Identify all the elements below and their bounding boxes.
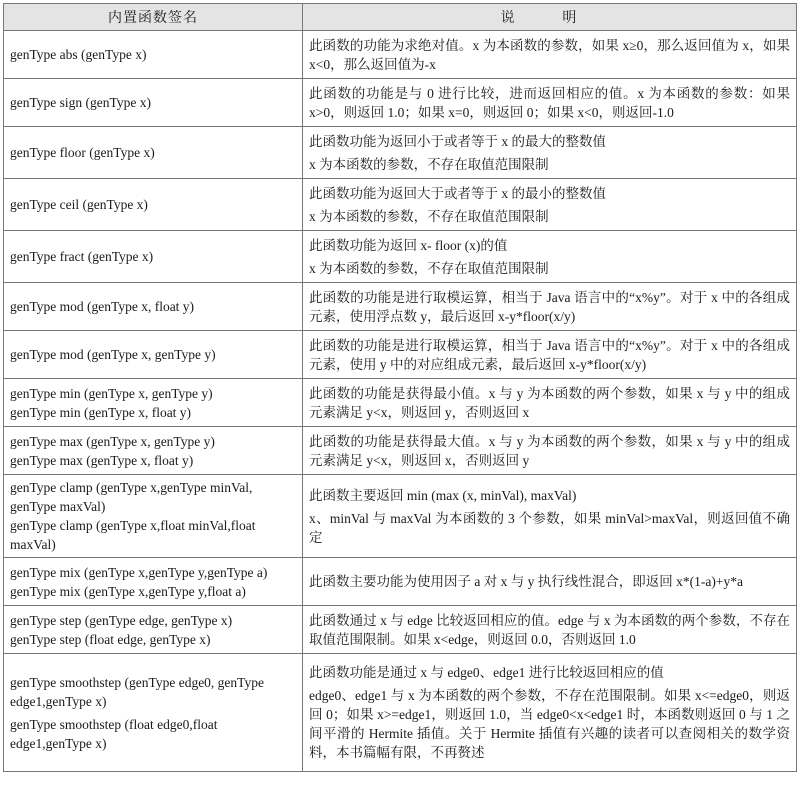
table-row	[4, 79, 797, 127]
description-cell	[303, 558, 797, 606]
signature-cell	[4, 654, 303, 772]
description-text: x、minVal 与 maxVal 为本函数的 3 个参数，如果 minVal>maxVal，则返回值不确定	[309, 510, 790, 545]
signature-text: genType smoothstep (float edge0,float edge1,genType x)	[10, 716, 218, 751]
signature-text: genType ceil (genType x)	[10, 197, 148, 212]
description-cell	[303, 31, 797, 79]
description-cell	[303, 606, 797, 654]
description-text: x 为本函数的参数，不存在取值范围限制	[309, 208, 549, 224]
description-text: 此函数的功能是进行取模运算，相当于 Java 语言中的“x%y”。对于 x 中的各组成元素，使用 y 中的对应组成元素，最后返回 x-y*floor(x/y)	[309, 337, 790, 372]
table-row	[4, 283, 797, 331]
description-text: x 为本函数的参数，不存在取值范围限制	[309, 156, 549, 172]
table-row	[4, 231, 797, 283]
signature-text: genType max (genType x, genType y)	[10, 433, 215, 449]
signature-cell	[4, 379, 303, 427]
table-header-row	[4, 4, 797, 31]
signature-cell	[4, 79, 303, 127]
table-row	[4, 127, 797, 179]
signature-text: genType fract (genType x)	[10, 249, 154, 264]
signature-text: genType clamp (genType x,genType minVal, genType maxVal)	[10, 480, 253, 514]
signature-text: genType max (genType x, float y)	[10, 452, 194, 468]
signature-text: genType smoothstep (genType edge0, genType edge1,genType x)	[10, 674, 264, 709]
description-text: 此函数的功能是获得最小值。x 与 y 为本函数的两个参数，如果 x 与 y 中的组成元素满足 y<x，则返回 y，否则返回 x	[309, 385, 790, 420]
description-column-header: 说 明	[303, 4, 797, 31]
table-row	[4, 31, 797, 79]
description-cell	[303, 127, 797, 179]
signature-cell	[4, 31, 303, 79]
signature-cell	[4, 331, 303, 379]
table-row	[4, 379, 797, 427]
signature-text: genType abs (genType x)	[10, 47, 147, 62]
signature-cell	[4, 179, 303, 231]
signature-cell	[4, 231, 303, 283]
signature-cell	[4, 283, 303, 331]
description-text: 此函数功能为返回小于或者等于 x 的最大的整数值	[309, 133, 606, 149]
signature-text: genType mix (genType x,genType y,float a)	[10, 583, 246, 599]
signature-text: genType min (genType x, float y)	[10, 404, 192, 420]
table-row	[4, 475, 797, 558]
signature-text: genType floor (genType x)	[10, 145, 155, 160]
signature-cell	[4, 427, 303, 475]
signature-cell	[4, 606, 303, 654]
description-cell	[303, 179, 797, 231]
description-text: 此函数的功能是进行取模运算，相当于 Java 语言中的“x%y”。对于 x 中的各组成元素，使用浮点数 y，最后返回 x-y*floor(x/y)	[309, 289, 790, 324]
description-text: 此函数的功能是与 0 进行比较，进而返回相应的值。x 为本函数的参数：如果 x>0，则返回 1.0；如果 x=0，则返回 0；如果 x<0，则返回-1.0	[309, 85, 790, 120]
description-text: x 为本函数的参数，不存在取值范围限制	[309, 260, 549, 276]
signature-cell	[4, 475, 303, 558]
signature-text: genType sign (genType x)	[10, 95, 151, 110]
description-cell	[303, 379, 797, 427]
description-cell	[303, 283, 797, 331]
signature-text: genType step (float edge, genType x)	[10, 631, 211, 647]
table-row	[4, 558, 797, 606]
signature-cell	[4, 127, 303, 179]
signature-text: genType step (genType edge, genType x)	[10, 612, 233, 628]
description-text: edge0、edge1 与 x 为本函数的两个参数，不存在范围限制。如果 x<=edge0，则返回 0；如果 x>=edge1，则返回 1.0，当 edge0<x<edge1 时，本函数则返回 0 与 1 之间平滑的 Hermite 插值。关于 Hermite 插值有兴趣的读者可以查阅相关的数学资料，本书篇幅有限，不再赘述	[309, 688, 790, 760]
description-text: 此函数功能为返回大于或者等于 x 的最小的整数值	[309, 185, 606, 201]
signature-text: genType mod (genType x, genType y)	[10, 347, 216, 362]
description-text: 此函数功能为返回 x- floor (x)的值	[309, 237, 508, 253]
signature-text: genType mod (genType x, float y)	[10, 299, 195, 314]
description-text: 此函数的功能是获得最大值。x 与 y 为本函数的两个参数，如果 x 与 y 中的组成元素满足 y<x，则返回 x，否则返回 y	[309, 433, 790, 468]
signature-text: genType mix (genType x,genType y,genType a)	[10, 564, 268, 580]
description-cell	[303, 654, 797, 772]
signature-text: genType min (genType x, genType y)	[10, 385, 213, 401]
description-cell	[303, 475, 797, 558]
table-row	[4, 179, 797, 231]
description-cell	[303, 331, 797, 379]
table-row	[4, 654, 797, 772]
description-text: 此函数的功能为求绝对值。x 为本函数的参数，如果 x≥0，那么返回值为 x，如果 x<0，那么返回值为-x	[309, 37, 790, 72]
builtin-function-table	[3, 3, 797, 772]
signature-column-header: 内置函数签名	[4, 4, 303, 31]
description-cell	[303, 427, 797, 475]
signature-cell	[4, 558, 303, 606]
description-text: 此函数主要返回 min (max (x, minVal), maxVal)	[309, 487, 577, 503]
description-cell	[303, 231, 797, 283]
description-text: 此函数功能是通过 x 与 edge0、edge1 进行比较返回相应的值	[309, 665, 664, 680]
table-row	[4, 331, 797, 379]
signature-text: genType clamp (genType x,float minVal,float maxVal)	[10, 518, 256, 552]
description-cell	[303, 79, 797, 127]
table-row	[4, 427, 797, 475]
table-row	[4, 606, 797, 654]
description-text: 此函数主要功能为使用因子 a 对 x 与 y 执行线性混合，即返回 x*(1-a)+y*a	[309, 574, 743, 589]
description-text: 此函数通过 x 与 edge 比较返回相应的值。edge 与 x 为本函数的两个参数，不存在取值范围限制。如果 x<edge，则返回 0.0，否则返回 1.0	[309, 612, 790, 647]
